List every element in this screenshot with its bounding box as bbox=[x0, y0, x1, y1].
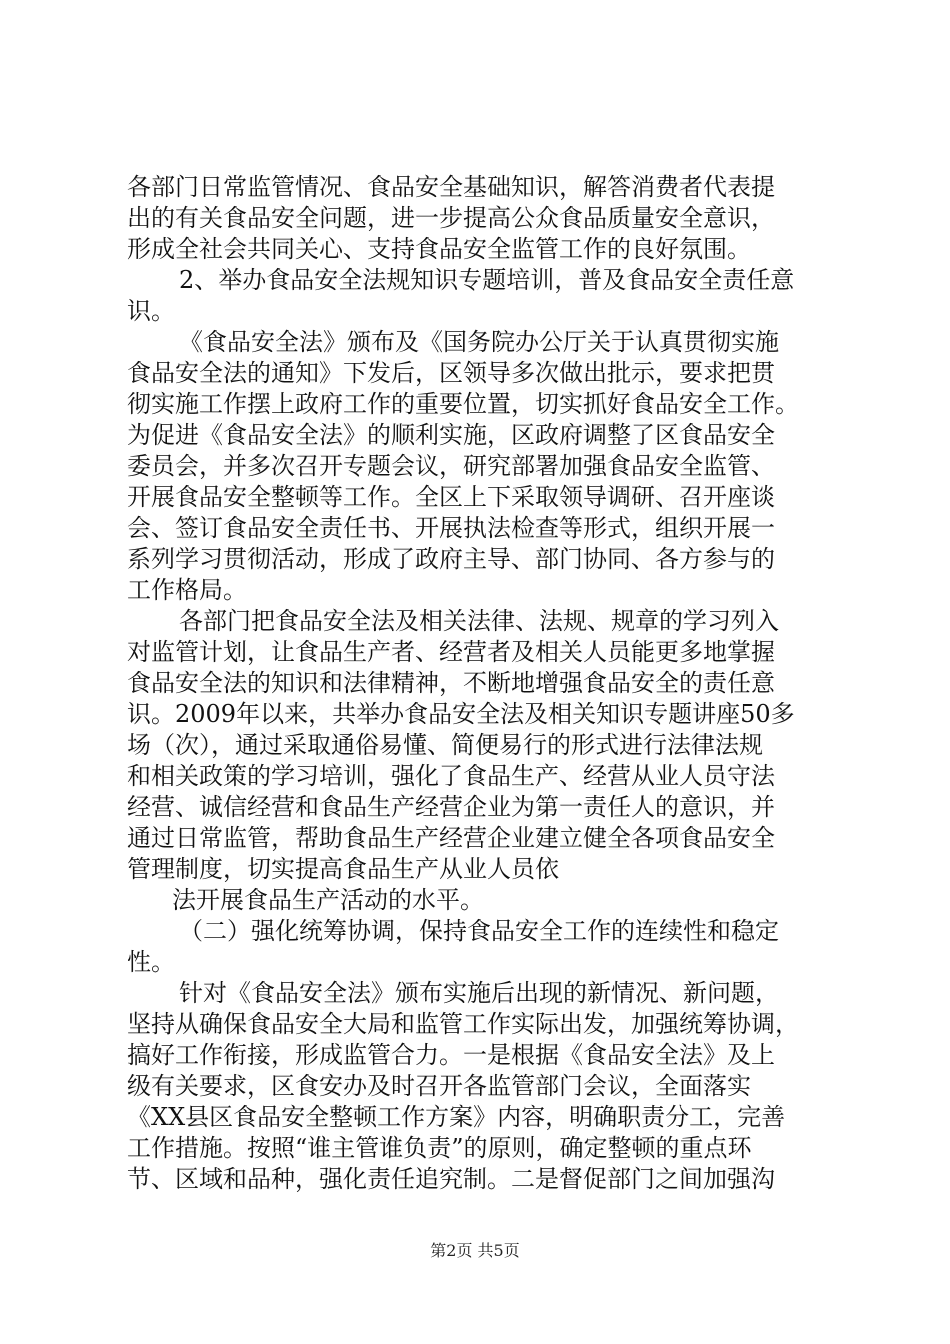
text-line: 出的有关食品安全问题，进一步提高公众食品质量安全意识， bbox=[127, 204, 775, 232]
text-line: 级有关要求，区食安办及时召开各监管部门会议，全面落实 bbox=[127, 1072, 751, 1100]
body-text bbox=[127, 172, 842, 1195]
text-line: 各部门日常监管情况、食品安全基础知识，解答消费者代表提 bbox=[127, 173, 775, 201]
text-line: 对监管计划，让食品生产者、经营者及相关人员能更多地掌握 bbox=[127, 638, 775, 666]
text-line: 委员会，并多次召开专题会议，研究部署加强食品安全监管、 bbox=[127, 452, 775, 480]
text-line: 开展食品安全整顿等工作。全区上下采取领导调研、召开座谈 bbox=[127, 483, 775, 511]
text-line: 系列学习贯彻活动，形成了政府主导、部门协同、各方参与的 bbox=[127, 545, 775, 573]
text-line: 搞好工作衔接，形成监管合力。一是根据《食品安全法》及上 bbox=[127, 1041, 775, 1069]
text-line: 食品安全法的知识和法律精神，不断地增强食品安全的责任意 bbox=[127, 669, 775, 697]
text-line: 各部门把食品安全法及相关法律、法规、规章的学习列入 bbox=[179, 607, 779, 635]
text-line: 坚持从确保食品安全大局和监管工作实际出发，加强统筹协调， bbox=[127, 1010, 799, 1038]
text-line: 《XX县区食品安全整顿工作方案》内容，明确职责分工，完善 bbox=[127, 1103, 786, 1131]
text-line: 会、签订食品安全责任书、开展执法检查等形式，组织开展一 bbox=[127, 514, 775, 542]
text-line: 识。2009年以来，共举办食品安全法及相关知识专题讲座50多 bbox=[127, 700, 795, 728]
text-line: 和相关政策的学习培训，强化了食品生产、经营从业人员守法 bbox=[127, 762, 775, 790]
text-line: 经营、诚信经营和食品生产经营企业为第一责任人的意识，并 bbox=[127, 793, 775, 821]
text-line: 工作措施。按照“谁主管谁负责”的原则，确定整顿的重点环 bbox=[127, 1134, 752, 1162]
page-number-footer: 第2页 共5页 bbox=[430, 1241, 520, 1260]
text-line: 场（次），通过采取通俗易懂、简便易行的形式进行法律法规 bbox=[127, 731, 763, 759]
text-line: 《食品安全法》颁布及《国务院办公厅关于认真贯彻实施 bbox=[179, 328, 779, 356]
text-line: 彻实施工作摆上政府工作的重要位置，切实抓好食品安全工作。 bbox=[127, 390, 799, 418]
text-line: 管理制度，切实提高食品生产从业人员依 bbox=[127, 855, 559, 883]
text-line: 形成全社会共同关心、支持食品安全监管工作的良好氛围。 bbox=[127, 235, 751, 263]
text-line: 性。 bbox=[127, 948, 175, 976]
text-line: 工作格局。 bbox=[127, 576, 247, 604]
text-line: 节、区域和品种，强化责任追究制。二是督促部门之间加强沟 bbox=[127, 1165, 775, 1193]
text-line: 法开展食品生产活动的水平。 bbox=[172, 886, 484, 914]
text-line: （二）强化统筹协调，保持食品安全工作的连续性和稳定 bbox=[179, 917, 779, 945]
text-line: 食品安全法的通知》下发后，区领导多次做出批示，要求把贯 bbox=[127, 359, 775, 387]
text-line: 通过日常监管，帮助食品生产经营企业建立健全各项食品安全 bbox=[127, 824, 775, 852]
text-line: 针对《食品安全法》颁布实施后出现的新情况、新问题， bbox=[179, 979, 779, 1007]
text-line: 2、举办食品安全法规知识专题培训，普及食品安全责任意 bbox=[179, 266, 795, 294]
text-line: 为促进《食品安全法》的顺利实施，区政府调整了区食品安全 bbox=[127, 421, 775, 449]
text-line: 识。 bbox=[127, 297, 175, 325]
